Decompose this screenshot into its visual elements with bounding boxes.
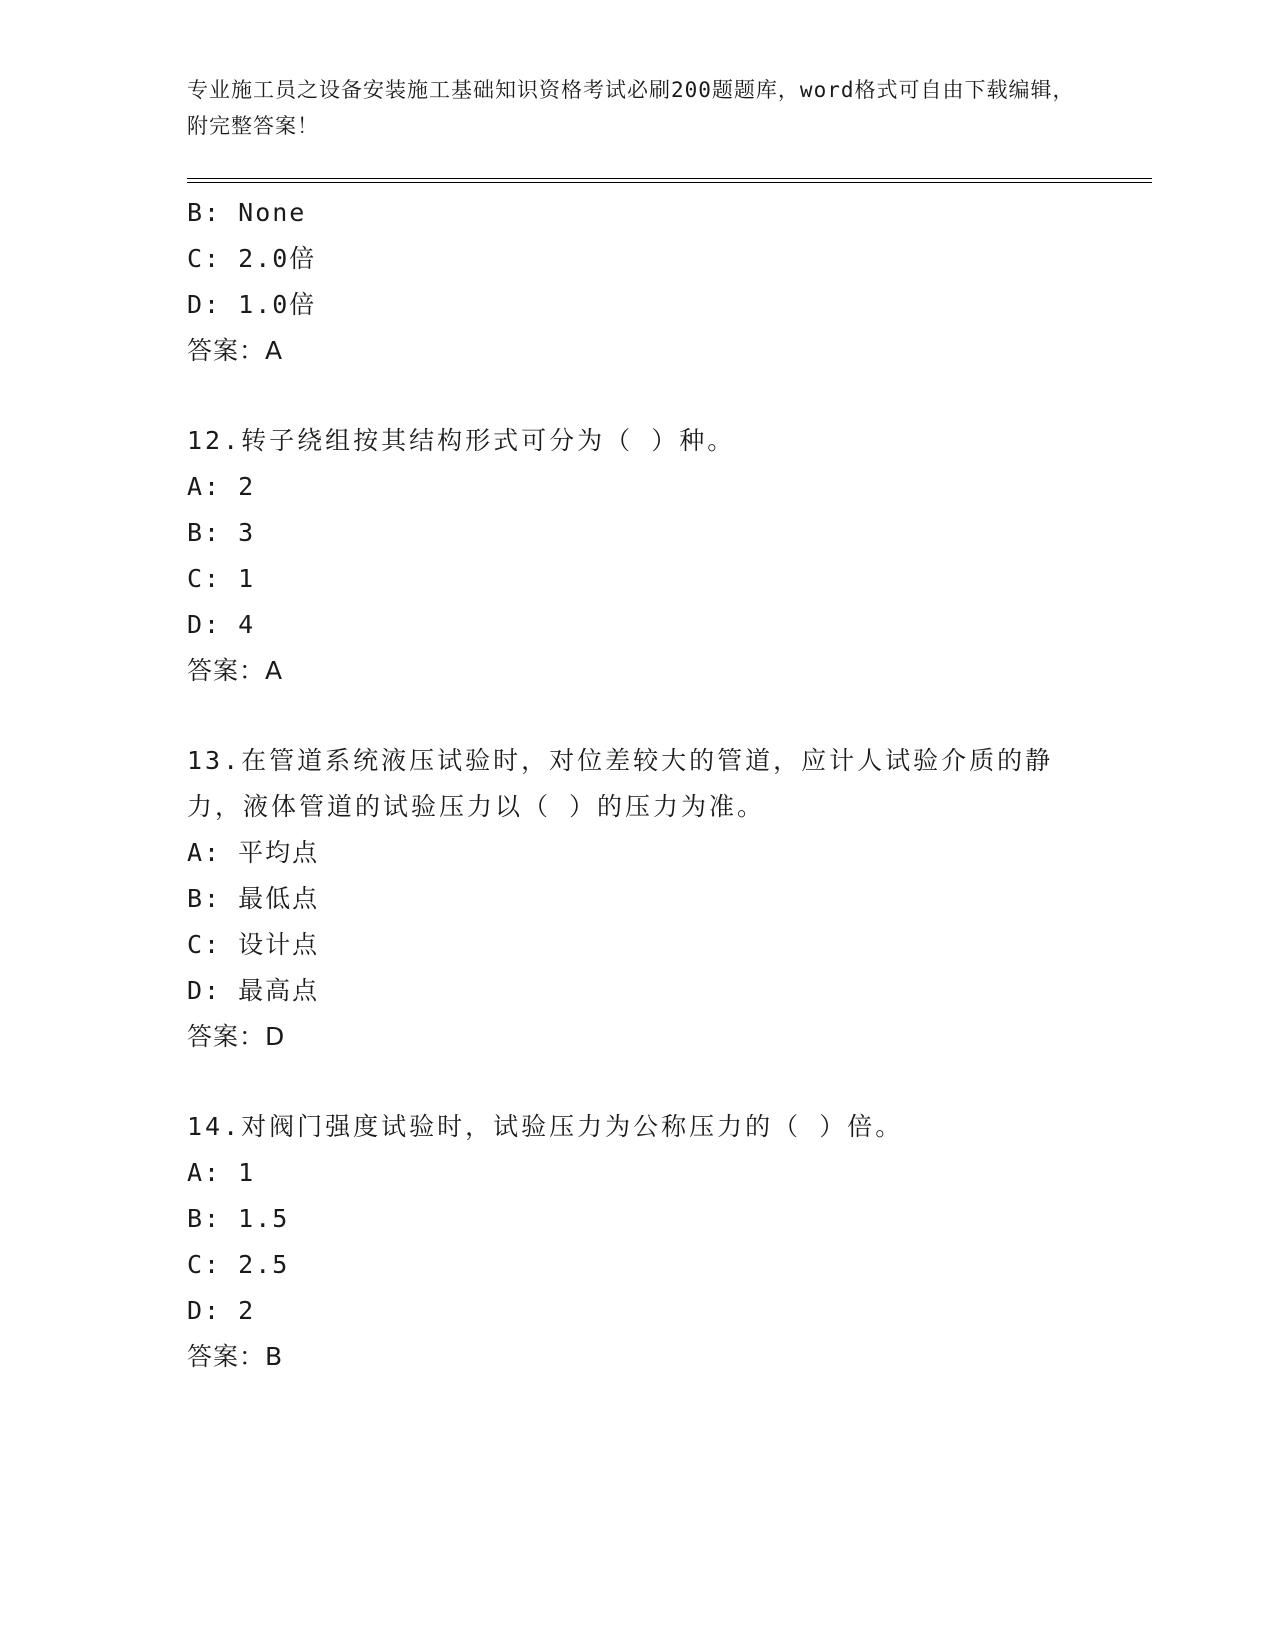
answer-line: 答案：B <box>187 1342 284 1371</box>
option-c: C: 设计点 <box>187 930 320 959</box>
document-header-title: 专业施工员之设备安装施工基础知识资格考试必刷200题题库，word格式可自由下载编辑，附完整答案！ <box>187 78 1075 138</box>
header-double-rule <box>187 178 1152 183</box>
answer-line: 答案：D <box>187 1022 286 1051</box>
partial-question <box>187 190 1077 374</box>
question-12 <box>187 418 1077 694</box>
option-d: D: 最高点 <box>187 976 320 1005</box>
question-stem: 14.对阀门强度试验时，试验压力为公称压力的（ ）倍。 <box>187 1112 904 1141</box>
question-14 <box>187 1104 1077 1380</box>
answer-line: 答案：A <box>187 336 284 365</box>
option-c: C: 2.0倍 <box>187 244 317 273</box>
question-13 <box>187 738 1077 1060</box>
option-d: D: 2 <box>187 1296 256 1325</box>
option-a: A: 平均点 <box>187 838 320 867</box>
option-d: D: 4 <box>187 610 256 639</box>
option-c: C: 1 <box>187 564 256 593</box>
question-stem: 12.转子绕组按其结构形式可分为（ ）种。 <box>187 426 736 455</box>
option-a: A: 2 <box>187 472 256 501</box>
option-b: B: 1.5 <box>187 1204 290 1233</box>
question-list <box>187 190 1077 1380</box>
option-c: C: 2.5 <box>187 1250 290 1279</box>
question-stem: 13.在管道系统液压试验时，对位差较大的管道，应计人试验介质的静力，液体管道的试验压力以（ ）的压力为准。 <box>187 746 1054 821</box>
option-b: B: 最低点 <box>187 884 320 913</box>
option-a: A: 1 <box>187 1158 256 1187</box>
option-d: D: 1.0倍 <box>187 290 317 319</box>
option-b: B: 3 <box>187 518 256 547</box>
option-b: B: None <box>187 198 307 227</box>
answer-line: 答案：A <box>187 656 284 685</box>
